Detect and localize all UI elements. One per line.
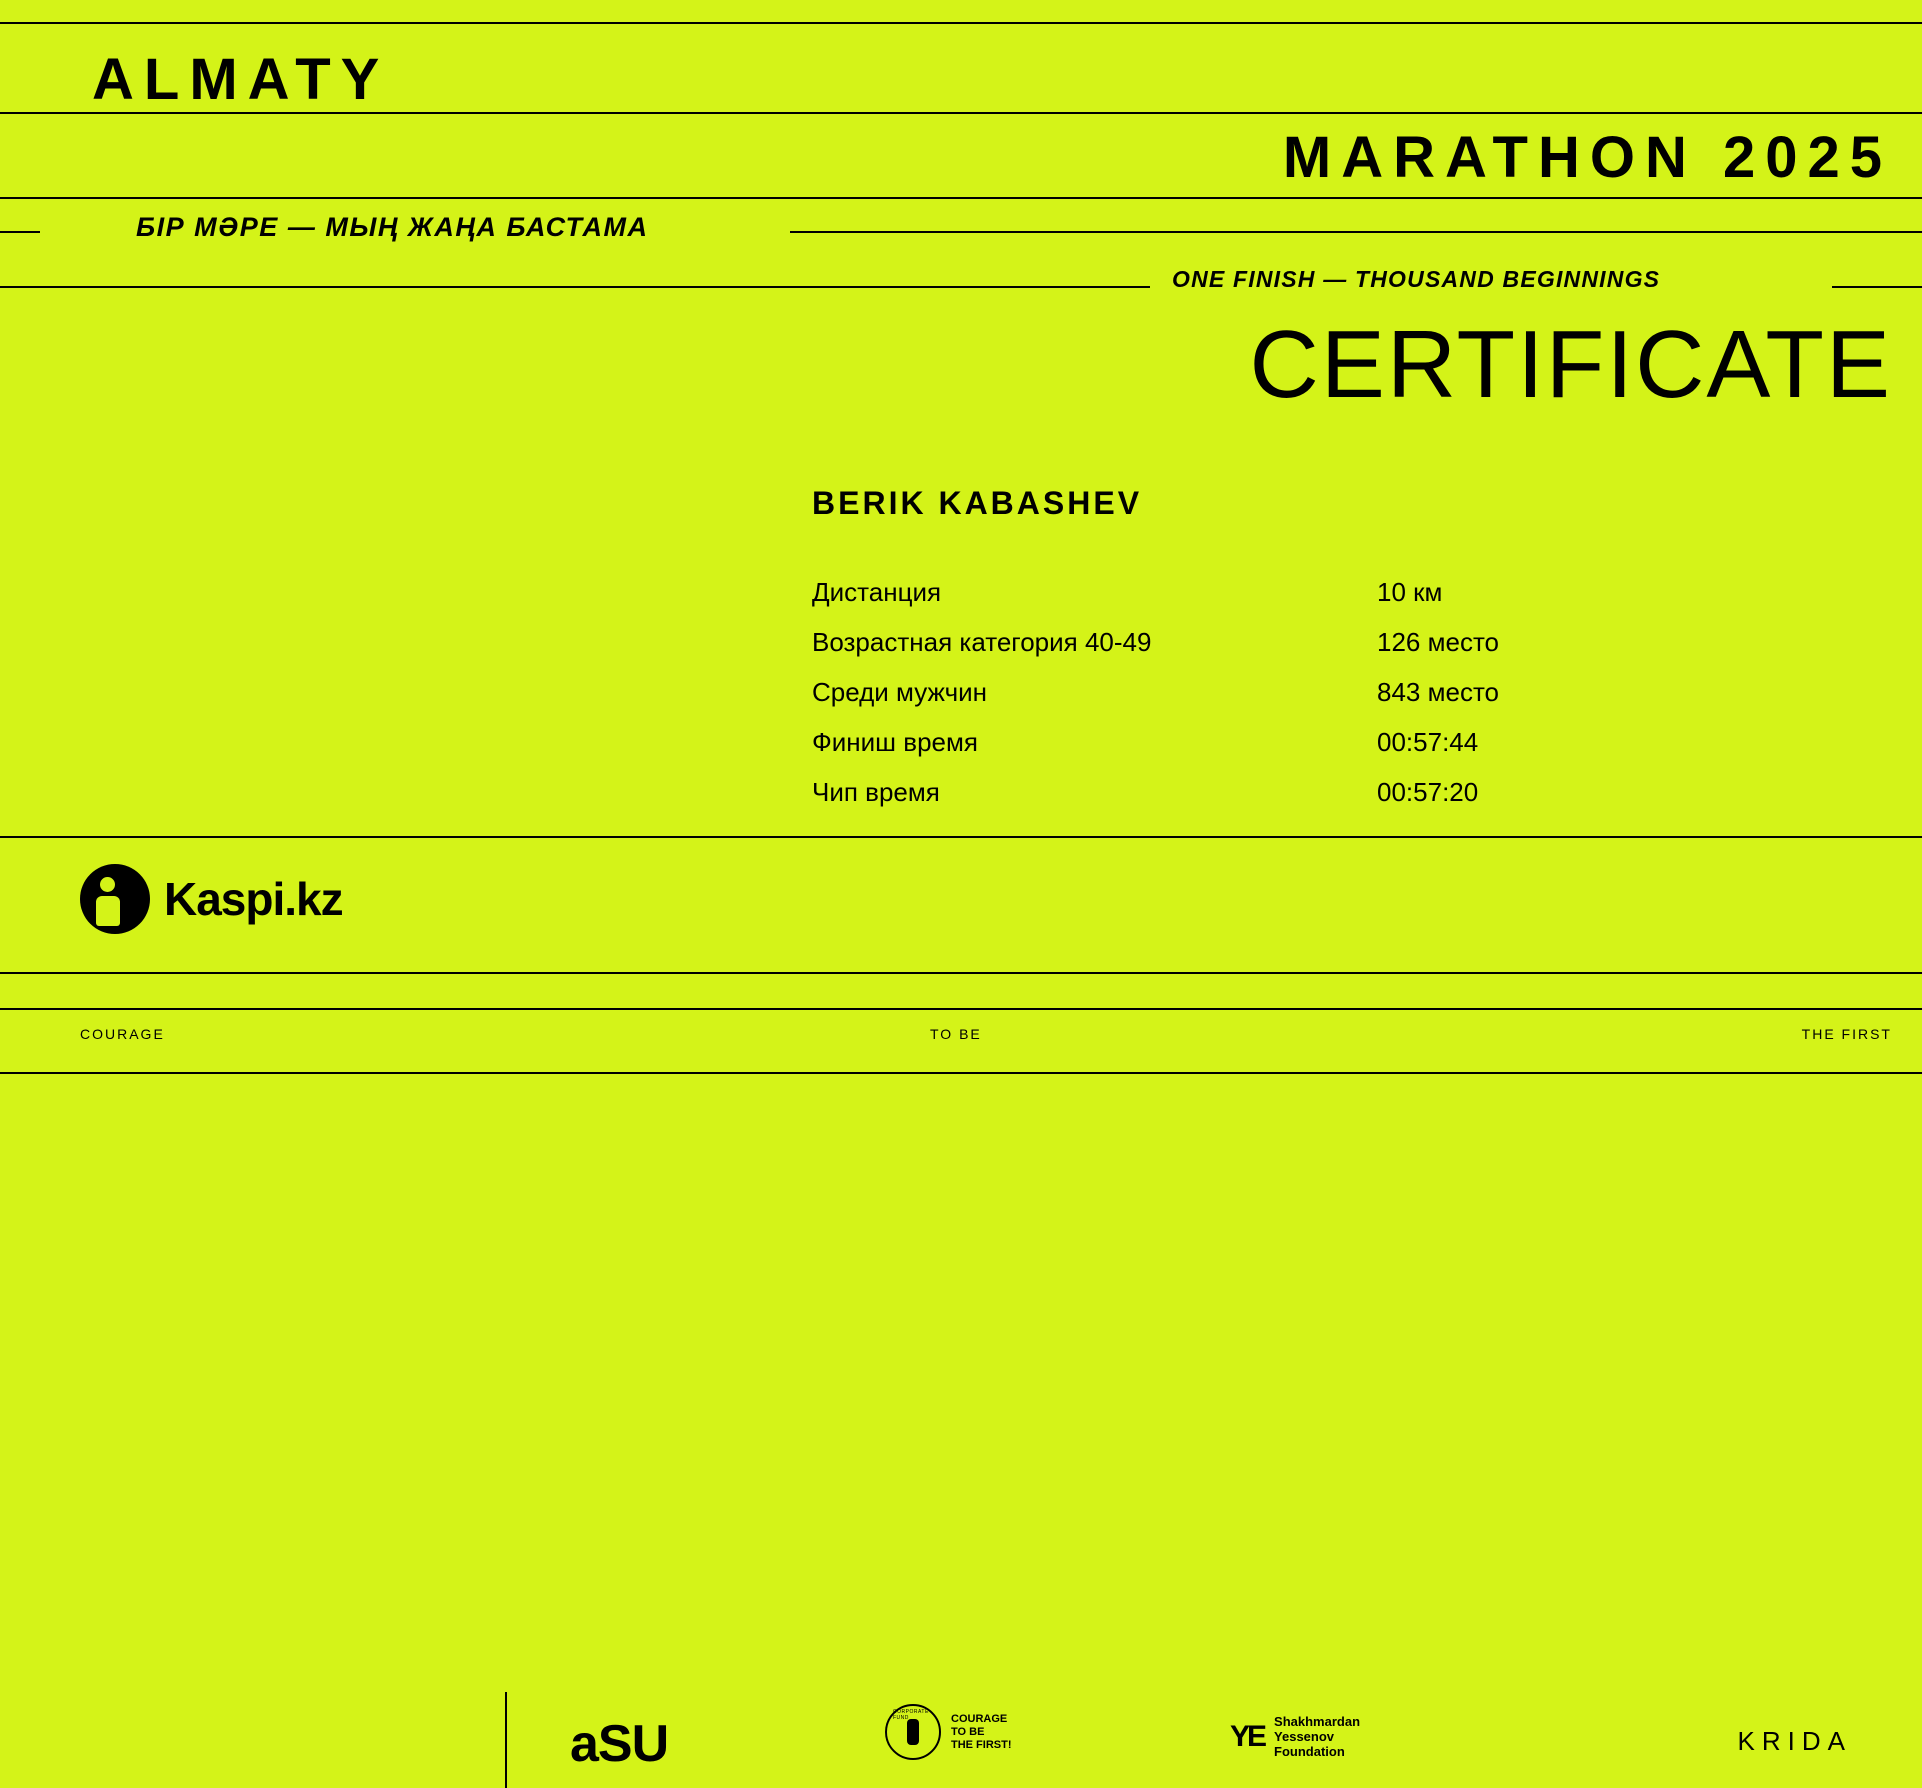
courage-fund-text <box>951 1713 1012 1752</box>
table-row <box>812 675 1812 709</box>
courage-fund-line1: COURAGE <box>951 1712 1008 1725</box>
divider-line-tagline-left <box>0 231 40 233</box>
divider-line-top <box>0 22 1922 24</box>
sponsor-kaspi-label: Kaspi.kz <box>164 873 343 925</box>
yessenov-logo-icon: YE <box>1230 1719 1265 1753</box>
stat-value: 126 место <box>1377 627 1500 657</box>
stat-label: Среди мужчин <box>812 677 988 707</box>
page-title: CERTIFICATE <box>1249 311 1892 418</box>
courage-fund-line3: THE FIRST! <box>951 1738 1012 1751</box>
stat-label: Дистанция <box>812 577 942 607</box>
runner-figure-icon <box>907 1719 919 1745</box>
courage-fund-logo-icon <box>885 1704 941 1760</box>
stat-label: Финиш время <box>812 727 978 757</box>
footer-left: COURAGE <box>80 1026 165 1042</box>
stat-value: 843 место <box>1377 677 1500 707</box>
courage-fund-line2: TO BE <box>951 1725 985 1738</box>
sponsor-kaspi <box>80 864 343 934</box>
sponsor-bar <box>0 836 1922 1773</box>
event-city: ALMATY <box>92 47 390 112</box>
stat-label: Чип время <box>812 777 940 807</box>
table-row <box>812 725 1812 759</box>
sponsor-yessenov-foundation <box>1230 1714 1360 1759</box>
divider-line-bottom <box>0 1072 1922 1074</box>
tagline-kazakh: БІР МӘРЕ — МЫҢ ЖАҢА БАСТАМА <box>136 212 649 242</box>
yessenov-line1: Shakhmardan <box>1274 1714 1361 1729</box>
stat-value: 00:57:44 <box>1377 727 1479 757</box>
table-row <box>812 775 1812 809</box>
event-name: MARATHON 2025 <box>1282 125 1892 190</box>
tagline-english: ONE FINISH — THOUSAND BEGINNINGS <box>1172 266 1661 292</box>
sponsor-asu: aSU <box>570 1715 669 1773</box>
table-row <box>812 575 1812 609</box>
stat-value: 00:57:20 <box>1377 777 1479 807</box>
divider-line-below-sponsors <box>0 972 1922 974</box>
stat-label: Возрастная категория 40-49 <box>812 627 1152 657</box>
courage-fund-ring-label: CORPORATE FUND <box>893 1709 929 1721</box>
divider-line-tagline-right <box>790 231 1922 233</box>
divider-line-english-right <box>1832 286 1922 288</box>
yessenov-text <box>1274 1714 1360 1759</box>
footer <box>0 1020 1922 1072</box>
divider-line-above-footer <box>0 1008 1922 1010</box>
footer-center: TO BE <box>930 1026 982 1042</box>
divider-line-under-marathon <box>0 197 1922 199</box>
yessenov-line2: Yessenov <box>1274 1729 1335 1744</box>
table-row <box>812 625 1812 659</box>
divider-line-english-left <box>0 286 1150 288</box>
sponsor-courage-fund <box>885 1704 1012 1760</box>
sponsor-krida: KRIDA <box>1737 1726 1852 1756</box>
footer-right: THE FIRST <box>1801 1026 1892 1042</box>
participant-name: BERIK KABASHEV <box>812 485 1143 521</box>
result-stats <box>812 575 1812 825</box>
sponsor-divider <box>505 1692 507 1788</box>
stat-value: 10 км <box>1377 577 1443 607</box>
kaspi-logo-icon <box>80 864 150 934</box>
yessenov-line3: Foundation <box>1274 1744 1345 1759</box>
